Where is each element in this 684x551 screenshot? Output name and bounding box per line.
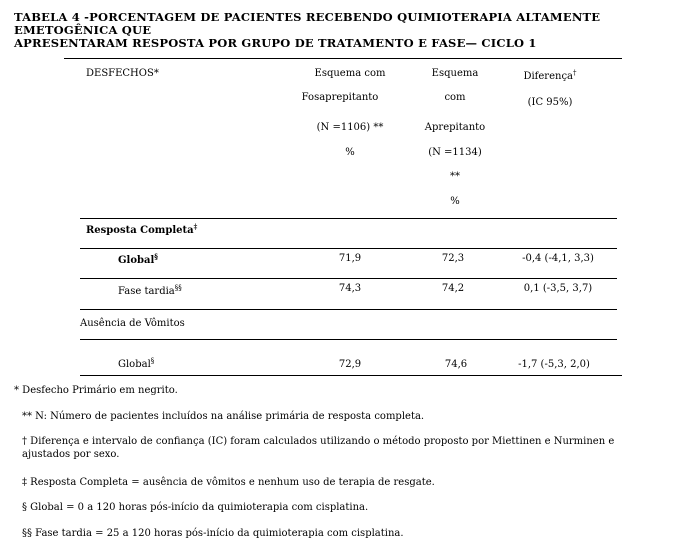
double-dagger-mark: ‡: [193, 222, 198, 231]
rule-bottom: [80, 375, 622, 376]
rule-header-bottom: [80, 218, 617, 219]
row-late-apr: 74,2: [441, 283, 465, 294]
section-complete-response: Resposta Completa‡: [86, 222, 198, 236]
rule-late: [80, 309, 617, 310]
footnote-primary: * Desfecho Primário em negrito.: [14, 385, 178, 396]
header-apr-line3: Aprepitanto: [424, 122, 486, 133]
header-apr-line4: (N =1134): [428, 147, 482, 158]
row-late-fos: 74,3: [338, 283, 362, 294]
header-apr-line5: **: [450, 171, 460, 182]
footnote-late: §§ Fase tardia = 25 a 120 horas pós-início da quimioterapia com cisplatina.: [22, 528, 404, 539]
row-global2-label: Global§: [118, 357, 155, 370]
header-diff: Diferença†: [523, 69, 577, 82]
header-fos-line2: Fosaprepitanto: [301, 92, 379, 103]
section-mark: §: [150, 357, 155, 365]
header-diff-ci: (IC 95%): [527, 97, 573, 108]
header-apr-line6: %: [450, 196, 460, 207]
footnote-n: ** N: Número de pacientes incluídos na análise primária de resposta completa.: [22, 411, 425, 422]
header-apr-line2: com: [444, 92, 466, 103]
header-fos-line3: (N =1106) **: [316, 122, 384, 133]
footnote-global: § Global = 0 a 120 horas pós-início da quimioterapia com cisplatina.: [22, 502, 369, 513]
row-late-diff: 0,1 (-3,5, 3,7): [523, 283, 593, 294]
row-global2-apr: 74,6: [444, 359, 468, 370]
row-global2-diff: -1,7 (-5,3, 2,0): [518, 359, 590, 370]
footnote-double-dagger: ‡ Resposta Completa = ausência de vômitos e nenhum uso de terapia de resgate.: [22, 477, 435, 488]
header-fos-line4: %: [345, 147, 355, 158]
row-global-label: Global§: [118, 252, 158, 266]
header-fos-line1: Esquema com: [314, 68, 386, 79]
row-global-apr: 72,3: [441, 253, 465, 264]
table-title: TABELA 4 -PORCENTAGEM DE PACIENTES RECEBENDO QUIMIOTERAPIA ALTAMENTE EMETOGÊNICA QUE APRESENTARAM RESPOSTA POR GRUPO DE TRATAMENTO E FASE— CICLO 1: [14, 10, 601, 50]
rule-global: [80, 278, 617, 279]
double-section-mark: §§: [174, 284, 182, 292]
row-global2-fos: 72,9: [338, 359, 362, 370]
row-late-label: Fase tardia§§: [118, 284, 182, 297]
section-no-vomiting: Ausência de Vômitos: [80, 318, 185, 329]
header-outcomes: DESFECHOS*: [86, 68, 159, 79]
row-global-diff: -0,4 (-4,1, 3,3): [522, 253, 594, 264]
section-mark: §: [154, 252, 158, 261]
header-apr-line1: Esquema: [431, 68, 479, 79]
rule-section: [80, 248, 617, 249]
rule-top: [64, 58, 622, 59]
rule-no-vomit: [80, 339, 617, 340]
dagger-mark: †: [573, 69, 577, 77]
row-global-fos: 71,9: [338, 253, 362, 264]
footnote-dagger: † Diferença e intervalo de confiança (IC) foram calculados utilizando o método proposto por Miettinen e Nurminen e ajustados por sexo.: [22, 436, 615, 460]
